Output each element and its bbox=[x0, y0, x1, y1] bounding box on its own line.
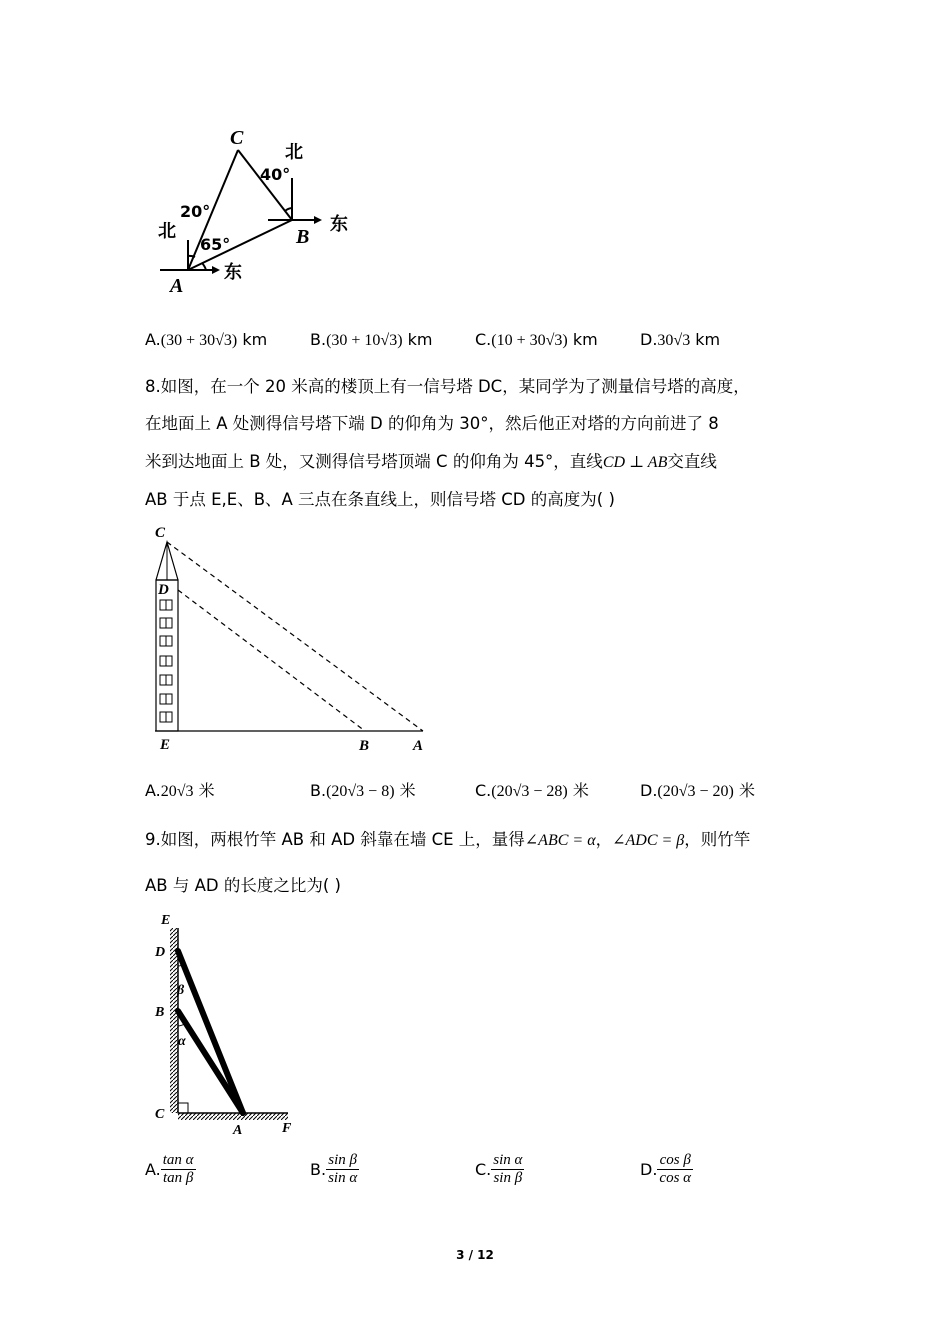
q7-option-a[interactable] bbox=[145, 330, 267, 350]
option-value: 30√3 bbox=[657, 332, 691, 349]
option-value: (30 + 10√3) bbox=[326, 332, 403, 349]
label-d: D bbox=[155, 945, 166, 960]
windows bbox=[160, 600, 172, 722]
label-north-a: 北 bbox=[158, 221, 176, 242]
pole-ad bbox=[178, 951, 243, 1113]
option-fraction bbox=[491, 1152, 524, 1187]
q7-option-d[interactable] bbox=[640, 330, 720, 350]
label-east-b: 东 bbox=[330, 214, 348, 235]
page-number: 3 / 12 bbox=[456, 1248, 494, 1262]
poles-diagram bbox=[145, 908, 305, 1138]
option-unit: 米 bbox=[572, 781, 589, 800]
q8-option-b[interactable] bbox=[310, 778, 416, 801]
label-beta: β bbox=[177, 983, 185, 998]
fraction-denominator: cos α bbox=[659, 1170, 692, 1186]
math-angle-adc: ∠ADC = β bbox=[612, 832, 685, 849]
q8-option-d[interactable] bbox=[640, 778, 755, 801]
option-value: (30 + 30√3) bbox=[160, 332, 238, 349]
q7-option-b[interactable] bbox=[310, 330, 432, 350]
option-value: (20√3 − 28) bbox=[491, 783, 568, 800]
segment-cb bbox=[238, 150, 292, 220]
figure-q8 bbox=[145, 520, 445, 755]
option-fraction bbox=[161, 1152, 196, 1187]
sightline-b-d bbox=[178, 590, 365, 731]
ground-hatch bbox=[178, 1113, 288, 1120]
label-b: B bbox=[296, 226, 310, 248]
figure-q9 bbox=[145, 908, 305, 1138]
q9-option-d[interactable] bbox=[640, 1152, 693, 1187]
q9-option-c[interactable] bbox=[475, 1152, 524, 1187]
option-letter: C. bbox=[475, 330, 492, 349]
fraction-numerator: tan α bbox=[162, 1152, 194, 1168]
angle-label-40: 40° bbox=[260, 165, 291, 184]
fraction-denominator: tan β bbox=[162, 1170, 194, 1186]
sightline-a-c bbox=[167, 542, 423, 731]
label-c: C bbox=[155, 1107, 165, 1122]
label-a: A bbox=[233, 1123, 243, 1138]
label-a: A bbox=[170, 275, 184, 297]
text-part: 交直线 bbox=[667, 452, 717, 471]
q8-text-line-2: 在地面上 A 处测得信号塔下端 D 的仰角为 30°，然后他正对塔的方向前进了 8 bbox=[145, 414, 719, 433]
label-e: E bbox=[161, 913, 171, 928]
option-letter: D. bbox=[640, 1160, 658, 1179]
option-value: (20√3 − 8) bbox=[326, 783, 395, 800]
label-b: B bbox=[155, 1005, 165, 1020]
q9-option-a[interactable] bbox=[145, 1152, 196, 1187]
option-unit: 米 bbox=[738, 781, 755, 800]
text-part: 米到达地面上 B 处，又测得信号塔顶端 C 的仰角为 45°，直线 bbox=[145, 452, 603, 471]
q9-option-b[interactable] bbox=[310, 1152, 359, 1187]
fraction-denominator: sin α bbox=[328, 1170, 358, 1186]
option-unit: km bbox=[695, 330, 721, 349]
navigation-diagram bbox=[150, 120, 370, 305]
option-letter: B. bbox=[310, 330, 327, 349]
label-east-a: 东 bbox=[224, 262, 242, 283]
label-f: F bbox=[282, 1121, 292, 1136]
option-letter: B. bbox=[310, 781, 327, 800]
option-fraction bbox=[657, 1152, 693, 1187]
angle-arc-40 bbox=[285, 208, 292, 211]
label-c: C bbox=[230, 127, 244, 149]
angle-label-65: 65° bbox=[200, 235, 231, 254]
angle-label-20: 20° bbox=[180, 202, 211, 221]
option-value: (10 + 30√3) bbox=[491, 332, 568, 349]
option-letter: A. bbox=[145, 1160, 161, 1179]
q8-text-line-4: AB 于点 E,E、B、A 三点在条直线上，则信号塔 CD 的高度为( ) bbox=[145, 490, 615, 509]
label-alpha: α bbox=[178, 1034, 186, 1049]
option-unit: km bbox=[572, 330, 598, 349]
label-a: A bbox=[413, 738, 424, 754]
option-value: 20√3 bbox=[160, 783, 194, 800]
option-unit: 米 bbox=[198, 781, 215, 800]
option-letter: C. bbox=[475, 781, 492, 800]
text-part: ，则竹竿 bbox=[684, 830, 751, 849]
option-fraction bbox=[326, 1152, 359, 1187]
figure-q7 bbox=[150, 120, 370, 305]
angle-arc-20 bbox=[188, 256, 195, 257]
option-letter: B. bbox=[310, 1160, 327, 1179]
fraction-denominator: sin β bbox=[493, 1170, 523, 1186]
label-b: B bbox=[359, 738, 370, 754]
q9-text-line-2: AB 与 AD 的长度之比为( ) bbox=[145, 876, 341, 895]
text-part: ， bbox=[595, 830, 613, 849]
fraction-numerator: cos β bbox=[657, 1152, 693, 1170]
label-e: E bbox=[160, 737, 171, 753]
q9-text-line-1 bbox=[145, 826, 750, 850]
option-value: (20√3 − 20) bbox=[657, 783, 734, 800]
math-angle-abc: ∠ABC = α bbox=[524, 832, 596, 849]
option-unit: km bbox=[242, 330, 268, 349]
option-letter: D. bbox=[640, 330, 658, 349]
option-unit: 米 bbox=[399, 781, 416, 800]
option-letter: C. bbox=[475, 1160, 492, 1179]
label-c: C bbox=[155, 525, 166, 541]
text-part: 9.如图，两根竹竿 AB 和 AD 斜靠在墙 CE 上，量得 bbox=[145, 830, 525, 849]
option-letter: A. bbox=[145, 330, 161, 349]
arrow-east-a bbox=[212, 266, 220, 274]
label-north-b: 北 bbox=[285, 142, 303, 163]
tower-diagram bbox=[145, 520, 445, 755]
q7-option-c[interactable] bbox=[475, 330, 598, 350]
option-letter: D. bbox=[640, 781, 658, 800]
arrow-east-b bbox=[314, 216, 322, 224]
q8-option-a[interactable] bbox=[145, 778, 215, 801]
q8-text-line-1: 8.如图，在一个 20 米高的楼顶上有一信号塔 DC，某同学为了测量信号塔的高度， bbox=[145, 377, 750, 396]
q8-text-line-3 bbox=[145, 448, 717, 472]
label-d: D bbox=[158, 582, 169, 598]
fraction-numerator: sin α bbox=[493, 1152, 523, 1168]
option-letter: A. bbox=[145, 781, 161, 800]
option-unit: km bbox=[407, 330, 433, 349]
angle-arc-65 bbox=[202, 263, 206, 270]
math-perpendicular: CD ⊥ AB bbox=[602, 454, 668, 471]
fraction-numerator: sin β bbox=[326, 1152, 359, 1170]
q8-option-c[interactable] bbox=[475, 778, 589, 801]
right-angle-mark bbox=[178, 1103, 188, 1113]
